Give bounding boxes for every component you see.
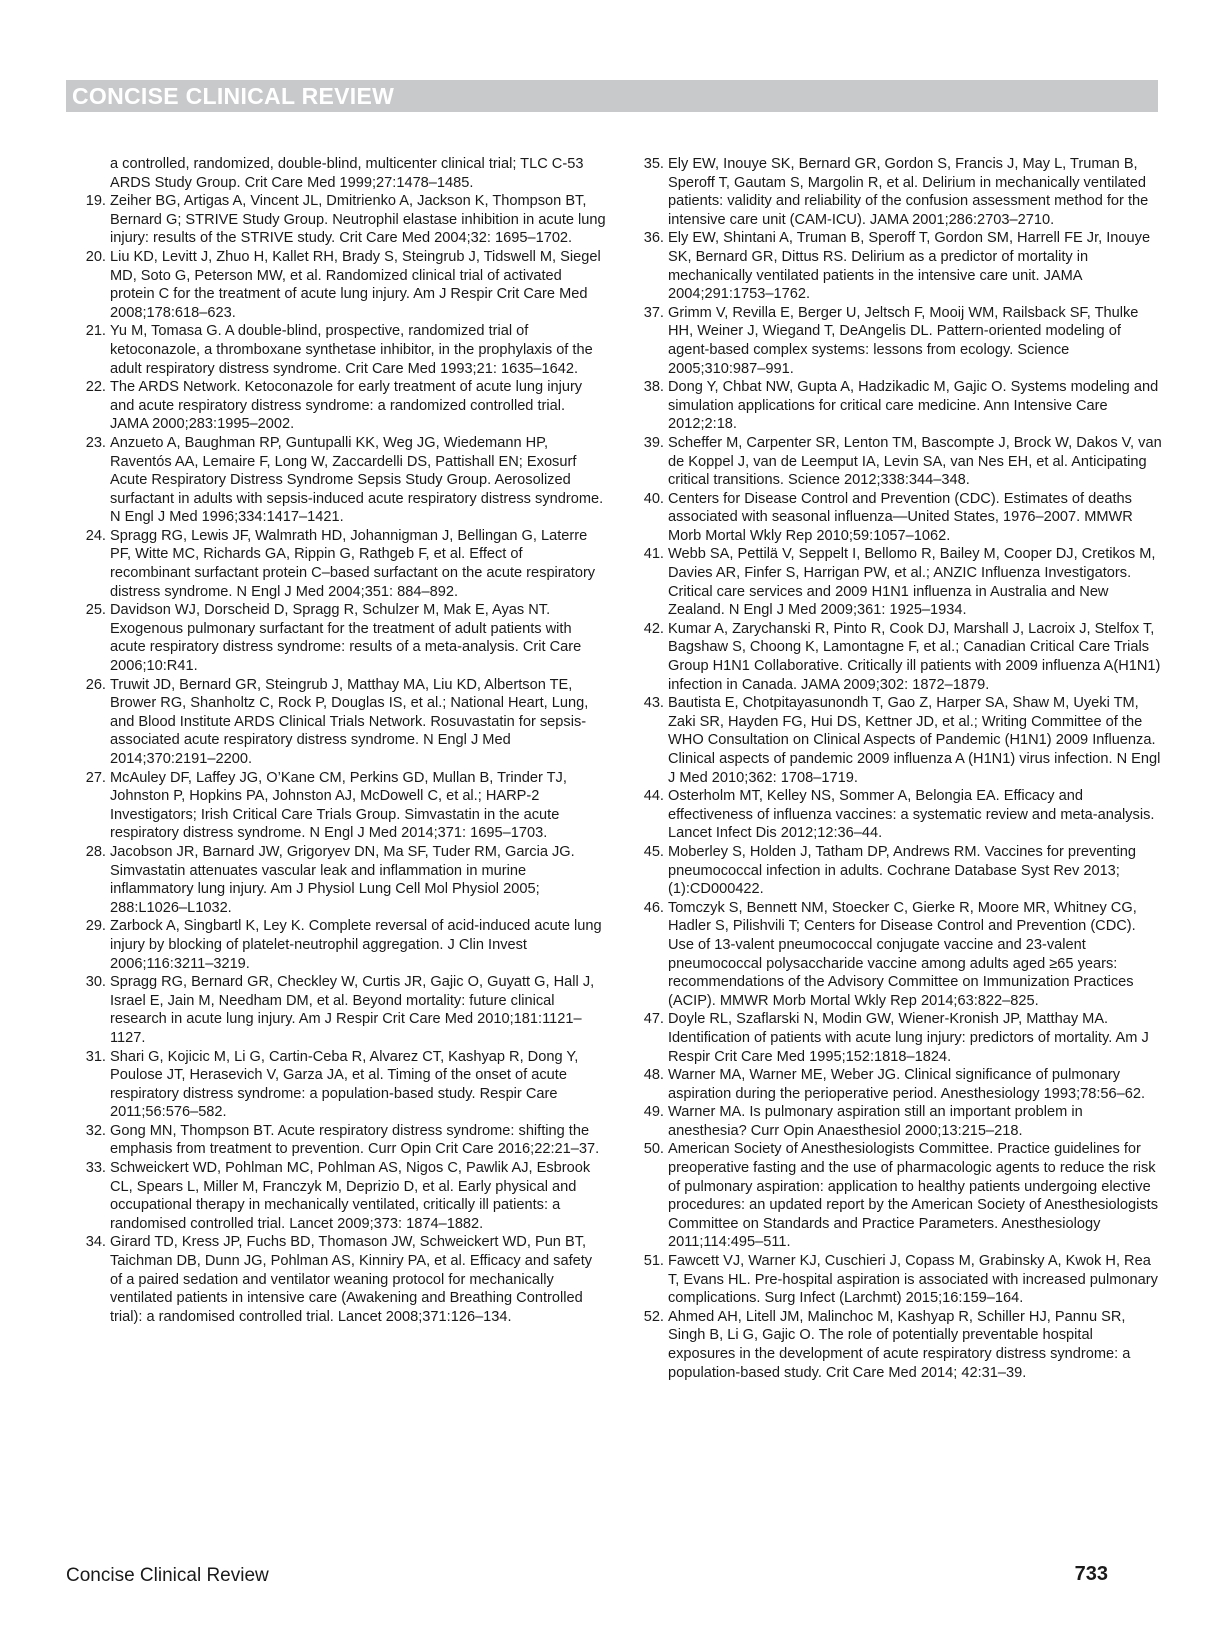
reference-item (66, 1048, 606, 1122)
reference-text: Ely EW, Shintani A, Truman B, Speroff T, Gordon SM, Harrell FE Jr, Inouye SK, Bernard GR, Dittus RS. Delirium as a predictor of mortality in mechanically ventilated patients in the intensive care unit. JAMA 2004;291:1753–1762. (668, 230, 1151, 303)
references-right-column (624, 155, 1164, 1382)
reference-number: 20. (85, 248, 106, 265)
reference-number: 51. (643, 1253, 664, 1270)
reference-text: Yu M, Tomasa G. A double-blind, prospective, randomized trial of ketoconazole, a thromboxane synthetase inhibitor, in the prophylaxis of the adult respiratory distress syndrome. Crit Care Med 1993;21: 1635–1642. (110, 323, 593, 377)
reference-item (624, 787, 1164, 843)
reference-number: 47. (643, 1011, 664, 1028)
footer-section-name: Concise Clinical Review (66, 1565, 269, 1586)
reference-text: Truwit JD, Bernard GR, Steingrub J, Matthay MA, Liu KD, Albertson TE, Brower RG, Shanholtz C, Rock P, Douglas IS, et al.; National Heart, Lung, and Blood Institute ARDS Clinical Trials Network. Rosuvastatin for sepsis-associated acute respiratory distress syndrome. N Engl J Med 2014;370:2191–2200. (110, 676, 589, 767)
section-banner (66, 80, 1158, 112)
reference-continuation: a controlled, randomized, double-blind, multicenter clinical trial; TLC C-53 ARDS Study Group. Crit Care Med 1999;27:1478–1485. (110, 156, 584, 191)
reference-item (624, 843, 1164, 899)
reference-number: 31. (85, 1048, 106, 1065)
reference-number: 23. (85, 434, 106, 451)
reference-number: 21. (85, 323, 106, 340)
reference-text: Grimm V, Revilla E, Berger U, Jeltsch F, Mooij WM, Railsback SF, Thulke HH, Weiner J, Wiegand T, DeAngelis DL. Pattern-oriented modeling of agent-based complex systems: lessons from ecology. Science 2005;310:987–991. (668, 304, 1139, 377)
reference-item (66, 434, 606, 527)
reference-item (66, 322, 606, 378)
reference-text: Jacobson JR, Barnard JW, Grigoryev DN, Ma SF, Tuder RM, Garcia JG. Simvastatin attenuates vascular leak and inflammation in murine inflammatory lung injury. Am J Physiol Lung Cell Mol Physiol 2005; 288:L1026–L1032. (110, 843, 575, 916)
reference-number: 25. (85, 602, 106, 619)
reference-number: 36. (643, 230, 664, 247)
reference-number: 24. (85, 527, 106, 544)
reference-text: Doyle RL, Szaflarski N, Modin GW, Wiener-Kronish JP, Matthay MA. Identification of patients with acute lung injury: predictors of mortality. Am J Respir Crit Care Med 1995;152:1818–1824. (668, 1011, 1149, 1065)
reference-number: 32. (85, 1122, 106, 1139)
reference-item (624, 1252, 1164, 1308)
reference-text: Gong MN, Thompson BT. Acute respiratory distress syndrome: shifting the emphasis from treatment to prevention. Curr Opin Crit Care 2016;22:21–37. (110, 1122, 600, 1158)
reference-text: Kumar A, Zarychanski R, Pinto R, Cook DJ, Marshall J, Lacroix J, Stelfox T, Bagshaw S, Choong K, Lamontagne F, et al.; Canadian Critical Care Trials Group H1N1 Collaborative. Critically ill patients with 2009 influenza A(H1N1) infection in Canada. JAMA 2009;302: 1872–1879. (668, 620, 1161, 693)
reference-text: Girard TD, Kress JP, Fuchs BD, Thomason JW, Schweickert WD, Pun BT, Taichman DB, Dunn JG, Pohlman AS, Kinniry PA, et al. Efficacy and safety of a paired sedation and ventilator weaning protocol for mechanically ventilated patients in intensive care (Awakening and Breathing Controlled trial): a randomised controlled trial. Lancet 2008;371:126–134. (110, 1234, 593, 1325)
reference-item (66, 676, 606, 769)
reference-text: Ahmed AH, Litell JM, Malinchoc M, Kashyap R, Schiller HJ, Pannu SR, Singh B, Li G, Gajic O. The role of potentially preventable hospital exposures in the development of acute respiratory distress syndrome: a population-based study. Crit Care Med 2014; 42:31–39. (668, 1308, 1131, 1381)
reference-text: American Society of Anesthesiologists Committee. Practice guidelines for preoperative fasting and the use of pharmacologic agents to reduce the risk of pulmonary aspiration: application to healthy patients undergoing elective procedures: an updated report by the American Society of Anesthesiologists Committee on Standards and Practice Parameters. Anesthesiology 2011;114:495–511. (668, 1141, 1158, 1251)
reference-text: Ely EW, Inouye SK, Bernard GR, Gordon S, Francis J, May L, Truman B, Speroff T, Gautam S, Margolin R, et al. Delirium in mechanically ventilated patients: validity and reliability of the confusion assessment method for the intensive care unit (CAM-ICU). JAMA 2001;286:2703–2710. (668, 156, 1149, 228)
reference-list-left (66, 192, 606, 1326)
reference-text: Tomczyk S, Bennett NM, Stoecker C, Gierke R, Moore MR, Whitney CG, Hadler S, Pilishvili T; Centers for Disease Control and Prevention (CDC). Use of 13-valent pneumococcal conjugate vaccine and 23-valent pneumococcal polysaccharide vaccine among adults aged ≥65 years: recommendations of the Advisory Committee on Immunization Practices (ACIP). MMWR Morb Mortal Wkly Rep 2014;63:822–825. (668, 899, 1137, 1009)
reference-item (624, 1066, 1164, 1103)
reference-number: 42. (643, 620, 664, 637)
reference-number: 39. (643, 434, 664, 451)
reference-number: 40. (643, 490, 664, 507)
reference-text: Bautista E, Chotpitayasunondh T, Gao Z, Harper SA, Shaw M, Uyeki TM, Zaki SR, Hayden FG, Hui DS, Kettner JD, et al.; Writing Committee of the WHO Consultation on Clinical Aspects of Pandemic (H1N1) 2009 Influenza. Clinical aspects of pandemic 2009 influenza A (H1N1) virus infection. N Engl J Med 2010;362: 1708–1719. (668, 695, 1161, 786)
reference-text: Shari G, Kojicic M, Li G, Cartin-Ceba R, Alvarez CT, Kashyap R, Dong Y, Poulose JT, Herasevich V, Garza JA, et al. Timing of the onset of acute respiratory distress syndrome: a population-based study. Respir Care 2011;56:576–582. (110, 1048, 579, 1121)
reference-item (624, 545, 1164, 619)
reference-item (66, 917, 606, 973)
reference-number: 22. (85, 379, 106, 396)
reference-item (624, 694, 1164, 787)
reference-number: 48. (643, 1067, 664, 1084)
reference-text: Warner MA, Warner ME, Weber JG. Clinical significance of pulmonary aspiration during the perioperative period. Anesthesiology 1993;78:56–62. (668, 1067, 1146, 1102)
reference-item (624, 1010, 1164, 1066)
reference-text: Spragg RG, Lewis JF, Walmrath HD, Johannigman J, Bellingan G, Laterre PF, Witte MC, Richards GA, Rippin G, Rathgeb F, et al. Effect of recombinant surfactant protein C–based surfactant on the acute respiratory distress syndrome. N Engl J Med 2004;351: 884–892. (110, 527, 596, 600)
reference-item (66, 527, 606, 601)
reference-item (66, 192, 606, 248)
reference-item (624, 229, 1164, 303)
reference-item (66, 769, 606, 843)
reference-text: Warner MA. Is pulmonary aspiration still an important problem in anesthesia? Curr Opin Anaesthesiol 2000;13:215–218. (668, 1104, 1083, 1139)
reference-number: 38. (643, 379, 664, 396)
reference-item (66, 1122, 606, 1159)
reference-number: 35. (643, 156, 664, 172)
page-number: 733 (1074, 1563, 1108, 1585)
reference-item (66, 1233, 606, 1326)
reference-list-right (624, 155, 1164, 1382)
reference-item (624, 1140, 1164, 1252)
reference-number: 34. (85, 1234, 106, 1251)
reference-text: Centers for Disease Control and Prevention (CDC). Estimates of deaths associated with seasonal influenza—United States, 1976–2007. MMWR Morb Mortal Wkly Rep 2010;59:1057–1062. (668, 490, 1133, 544)
reference-item (624, 490, 1164, 546)
reference-number: 46. (643, 899, 664, 916)
reference-item (624, 155, 1164, 229)
reference-item (624, 434, 1164, 490)
reference-text: Webb SA, Pettilä V, Seppelt I, Bellomo R, Bailey M, Cooper DJ, Cretikos M, Davies AR, Finfer S, Harrigan PW, et al.; ANZIC Influenza Investigators. Critical care services and 2009 H1N1 influenza in Australia and New Zealand. N Engl J Med 2009;361: 1925–1934. (668, 546, 1156, 619)
reference-text: Anzueto A, Baughman RP, Guntupalli KK, Weg JG, Wiedemann HP, Raventós AA, Lemaire F, Long W, Zaccardelli DS, Pattishall EN; Exosurf Acute Respiratory Distress Syndrome Sepsis Study Group. Aerosolized surfactant in adults with sepsis-induced acute respiratory distress syndrome. N Engl J Med 1996;334:1417–1421. (110, 434, 604, 526)
reference-text: The ARDS Network. Ketoconazole for early treatment of acute lung injury and acute respiratory distress syndrome: a randomized controlled trial. JAMA 2000;283:1995–2002. (110, 379, 583, 433)
reference-item (624, 620, 1164, 694)
reference-text: Osterholm MT, Kelley NS, Sommer A, Belongia EA. Efficacy and effectiveness of influenza vaccines: a systematic review and meta-analysis. Lancet Infect Dis 2012;12:36–44. (668, 788, 1155, 842)
reference-text: Spragg RG, Bernard GR, Checkley W, Curtis JR, Gajic O, Guyatt G, Hall J, Israel E, Jain M, Needham DM, et al. Beyond mortality: future clinical research in acute lung injury. Am J Respir Crit Care Med 2010;181:1121–1127. (110, 974, 595, 1046)
reference-text: Scheffer M, Carpenter SR, Lenton TM, Bascompte J, Brock W, Dakos V, van de Koppel J, van de Leemput IA, Levin SA, van Nes EH, et al. Anticipating critical transitions. Science 2012;338:344–348. (668, 434, 1162, 489)
reference-item (66, 973, 606, 1047)
reference-number: 52. (643, 1308, 664, 1325)
reference-number: 27. (85, 769, 106, 786)
reference-item (624, 304, 1164, 378)
reference-number: 37. (643, 304, 664, 321)
reference-number: 43. (643, 695, 664, 712)
reference-item (66, 378, 606, 434)
reference-number: 49. (643, 1104, 664, 1121)
reference-item (66, 601, 606, 675)
reference-number: 19. (85, 193, 106, 210)
reference-number: 41. (643, 546, 664, 563)
reference-item (624, 1308, 1164, 1382)
reference-number: 50. (643, 1141, 664, 1158)
reference-item (624, 899, 1164, 1011)
reference-text: McAuley DF, Laffey JG, O’Kane CM, Perkins GD, Mullan B, Trinder TJ, Johnston P, Hopkins PA, Johnston AJ, McDowell C, et al.; HARP-2 Investigators; Irish Critical Care Trials Group. Simvastatin in the acute respiratory distress syndrome. N Engl J Med 2014;371: 1695–1703. (110, 769, 567, 842)
reference-number: 45. (643, 843, 664, 860)
reference-number: 33. (85, 1160, 106, 1177)
reference-number: 44. (643, 788, 664, 805)
reference-item (624, 1103, 1164, 1140)
reference-number: 28. (85, 843, 106, 860)
reference-text: Liu KD, Levitt J, Zhuo H, Kallet RH, Brady S, Steingrub J, Tidswell M, Siegel MD, Soto G, Peterson MW, et al. Randomized clinical trial of activated protein C for the treatment of acute lung injury. Am J Respir Crit Care Med 2008;178:618–623. (110, 248, 601, 321)
reference-text: Moberley S, Holden J, Tatham DP, Andrews RM. Vaccines for preventing pneumococcal infection in adults. Cochrane Database Syst Rev 2013;(1):CD000422. (668, 843, 1137, 898)
reference-item (66, 843, 606, 917)
reference-item (66, 248, 606, 322)
reference-text: Dong Y, Chbat NW, Gupta A, Hadzikadic M, Gajic O. Systems modeling and simulation applications for critical care medicine. Ann Intensive Care 2012;2:18. (668, 379, 1159, 433)
reference-text: Davidson WJ, Dorscheid D, Spragg R, Schulzer M, Mak E, Ayas NT. Exogenous pulmonary surfactant for the treatment of adult patients with acute respiratory distress syndrome: results of a meta-analysis. Crit Care 2006;10:R41. (110, 602, 582, 675)
section-banner-title: CONCISE CLINICAL REVIEW (72, 83, 395, 109)
reference-number: 29. (85, 918, 106, 935)
reference-number: 30. (85, 974, 106, 991)
reference-number: 26. (85, 676, 106, 693)
reference-text: Schweickert WD, Pohlman MC, Pohlman AS, Nigos C, Pawlik AJ, Esbrook CL, Spears L, Miller M, Franczyk M, Deprizio D, et al. Early physical and occupational therapy in mechanically ventilated, critically ill patients: a randomised controlled trial. Lancet 2009;373: 1874–1882. (110, 1160, 591, 1232)
reference-text: Fawcett VJ, Warner KJ, Cuschieri J, Copass M, Grabinsky A, Kwok H, Rea T, Evans HL. Pre-hospital aspiration is associated with increased pulmonary complications. Surg Infect (Larchmt) 2015;16:159–164. (668, 1253, 1158, 1307)
reference-text: Zeiher BG, Artigas A, Vincent JL, Dmitrienko A, Jackson K, Thompson BT, Bernard G; STRIVE Study Group. Neutrophil elastase inhibition in acute lung injury: results of the STRIVE study. Crit Care Med 2004;32: 1695–1702. (110, 193, 606, 247)
references-left-column (66, 155, 606, 1326)
reference-text: Zarbock A, Singbartl K, Ley K. Complete reversal of acid-induced acute lung injury by blocking of platelet-neutrophil aggregation. J Clin Invest 2006;116:3211–3219. (110, 918, 602, 972)
reference-item (624, 378, 1164, 434)
reference-item (66, 1159, 606, 1233)
